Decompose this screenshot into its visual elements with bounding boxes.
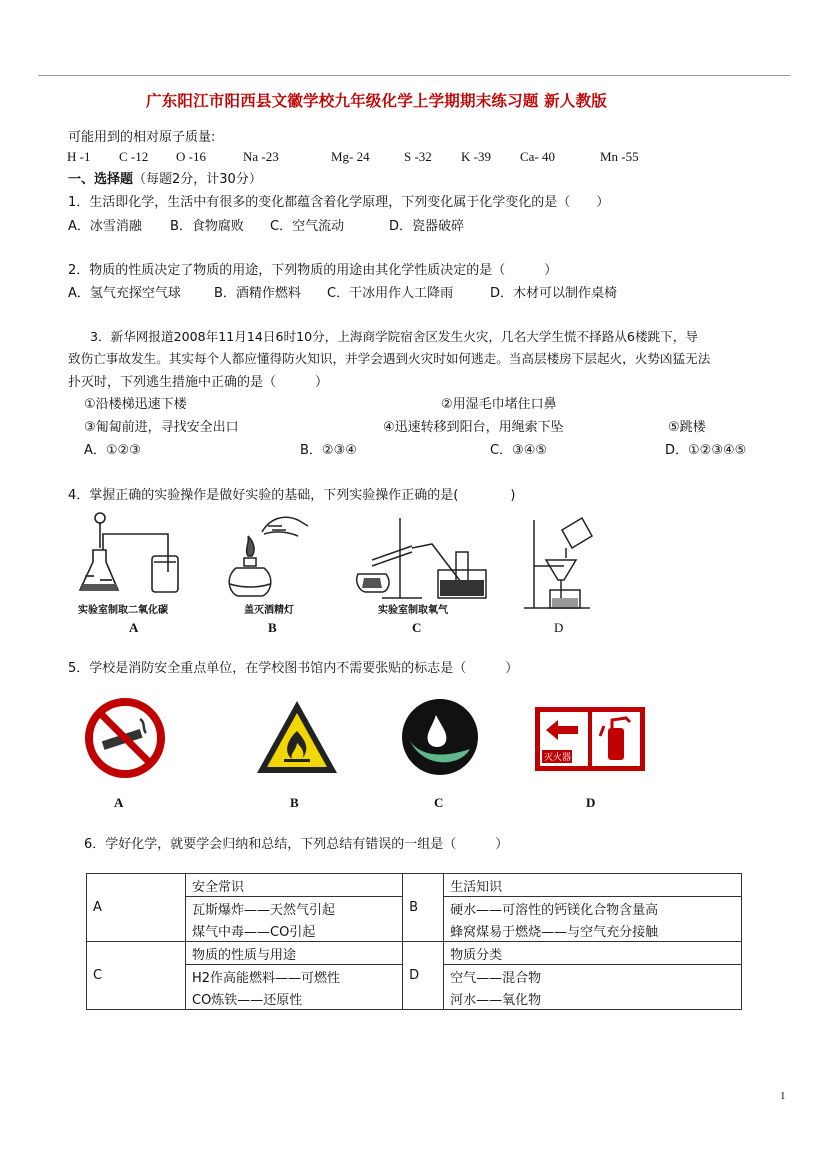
- q4-figure-b: [222, 512, 312, 602]
- table-cell: 空气——混合物: [444, 965, 742, 988]
- q4-caption-c: 实验室制取氧气: [378, 605, 448, 616]
- table-cell-label: A: [87, 874, 186, 942]
- q3-measure-2: ②用湿毛巾堵住口鼻: [441, 397, 557, 412]
- q5-letter-b: B: [290, 795, 299, 810]
- q3-measure-4: ④迅速转移到阳台，用绳索下坠: [383, 420, 564, 435]
- q1-option-b: B．食物腐败: [170, 219, 244, 234]
- atomic-mass-item: Na -23: [243, 149, 279, 164]
- q1-stem: 1．生活即化学，生活中有很多的变化都蕴含着化学原理，下列变化属于化学变化的是（ ）: [68, 195, 610, 210]
- q5-letter-a: A: [114, 795, 124, 810]
- atomic-mass-item: O -16: [176, 149, 206, 164]
- q4-letter-d: D: [554, 620, 564, 635]
- fire-extinguisher-sign-icon: [534, 706, 646, 772]
- atomic-mass-item: K -39: [461, 149, 491, 164]
- table-cell: 瓦斯爆炸——天然气引起: [186, 897, 403, 920]
- q3-line1: 3．新华网报道2008年11月14日6时10分，上海商学院宿舍区发生火灾，几名大学生慌不择路从6楼跳下，导: [90, 329, 698, 344]
- extinguisher-sign-text: 灭火器: [544, 753, 572, 763]
- table-cell: 蜂窝煤易于燃烧——与空气充分接触: [444, 919, 742, 942]
- q6-summary-table: [86, 873, 742, 1010]
- q4-letter-b: B: [268, 620, 277, 635]
- table-cell-title: 物质的性质与用途: [186, 942, 403, 965]
- q1-option-d: D．瓷器破碎: [389, 219, 465, 234]
- q3-option-d: D．①②③④⑤: [665, 443, 747, 458]
- atomic-mass-item: S -32: [404, 149, 432, 164]
- atomic-mass-item: Mg- 24: [331, 149, 370, 164]
- q3-option-c: C．③④⑤: [490, 443, 548, 458]
- q6-stem: 6．学好化学，就要学会归纳和总结，下列总结有错误的一组是（ ）: [84, 837, 509, 852]
- flammable-warning-sign-icon: [254, 697, 340, 779]
- table-cell-title: 生活知识: [444, 874, 742, 897]
- table-cell: 河水——氧化物: [444, 987, 742, 1010]
- table-row: [87, 942, 742, 965]
- section-heading-label: 一、选择题: [68, 172, 134, 187]
- header-rule: [38, 75, 790, 76]
- q5-letter-d: D: [586, 795, 596, 810]
- no-smoking-sign-icon: [84, 697, 166, 779]
- q4-caption-a: 实验室制取二氧化碳: [78, 605, 168, 616]
- atomic-mass-item: Ca- 40: [520, 149, 556, 164]
- q2-option-b: B．酒精作燃料: [214, 286, 301, 301]
- table-cell-label: B: [403, 874, 444, 942]
- atomic-mass-intro: 可能用到的相对原子质量:: [68, 130, 216, 145]
- q4-caption-b: 盖灭酒精灯: [244, 605, 294, 616]
- q1-option-a: A．冰雪消融: [68, 219, 142, 234]
- section-heading-note: （每题2分，计30分）: [133, 172, 262, 187]
- q4-letter-a: A: [129, 620, 139, 635]
- water-drop-sign-icon: [400, 697, 480, 777]
- q3-line3: 扑灭时，下列逃生措施中正确的是（ ）: [68, 375, 329, 390]
- q3-option-a: A．①②③: [84, 443, 141, 458]
- table-cell-title: 物质分类: [444, 942, 742, 965]
- q2-option-d: D．木材可以制作桌椅: [490, 286, 618, 301]
- q4-figure-a: [76, 510, 192, 602]
- q2-stem: 2．物质的性质决定了物质的用途，下列物质的用途由其化学性质决定的是（ ）: [68, 263, 558, 278]
- table-cell: 硬水——可溶性的钙镁化合物含量高: [444, 897, 742, 920]
- q2-option-a: A．氢气充探空气球: [68, 286, 181, 301]
- q4-figure-d: [520, 514, 610, 614]
- table-cell-title: 安全常识: [186, 874, 403, 897]
- q3-measure-5: ⑤跳楼: [668, 420, 706, 435]
- table-row: [87, 874, 742, 897]
- q4-stem: 4．掌握正确的实验操作是做好实验的基础，下列实验操作正确的是( ): [68, 488, 516, 503]
- q5-letter-c: C: [434, 795, 444, 810]
- table-cell: 煤气中毒——CO引起: [186, 919, 403, 942]
- q4-letter-c: C: [412, 620, 422, 635]
- table-cell-label: D: [403, 942, 444, 1010]
- q4-figure-c: [352, 516, 492, 602]
- table-cell-label: C: [87, 942, 186, 1010]
- section-heading: [68, 168, 262, 187]
- atomic-mass-item: H -1: [67, 149, 91, 164]
- q5-stem: 5．学校是消防安全重点单位，在学校图书馆内不需要张贴的标志是（ ）: [68, 661, 519, 676]
- q3-measure-3: ③匍匐前进，寻找安全出口: [84, 420, 239, 435]
- atomic-mass-item: Mn -55: [600, 149, 639, 164]
- q3-option-b: B．②③④: [300, 443, 357, 458]
- page-title: 广东阳江市阳西县文徽学校九年级化学上学期期末练习题 新人教版: [146, 92, 607, 110]
- atomic-mass-item: C -12: [119, 149, 149, 164]
- q1-option-c: C．空气流动: [270, 219, 345, 234]
- q2-option-c: C．干冰用作人工降雨: [327, 286, 454, 301]
- page-number: 1: [780, 1090, 786, 1102]
- table-cell: CO炼铁——还原性: [186, 987, 403, 1010]
- q3-measure-1: ①沿楼梯迅速下楼: [84, 397, 187, 412]
- atomic-mass-list: [0, 149, 827, 167]
- table-cell: H2作高能燃料——可燃性: [186, 965, 403, 988]
- q3-line2: 致伤亡事故发生。其实每个人都应懂得防火知识，并学会遇到火灾时如何逃走。当高层楼房下层起火，火势凶猛无法: [68, 351, 711, 366]
